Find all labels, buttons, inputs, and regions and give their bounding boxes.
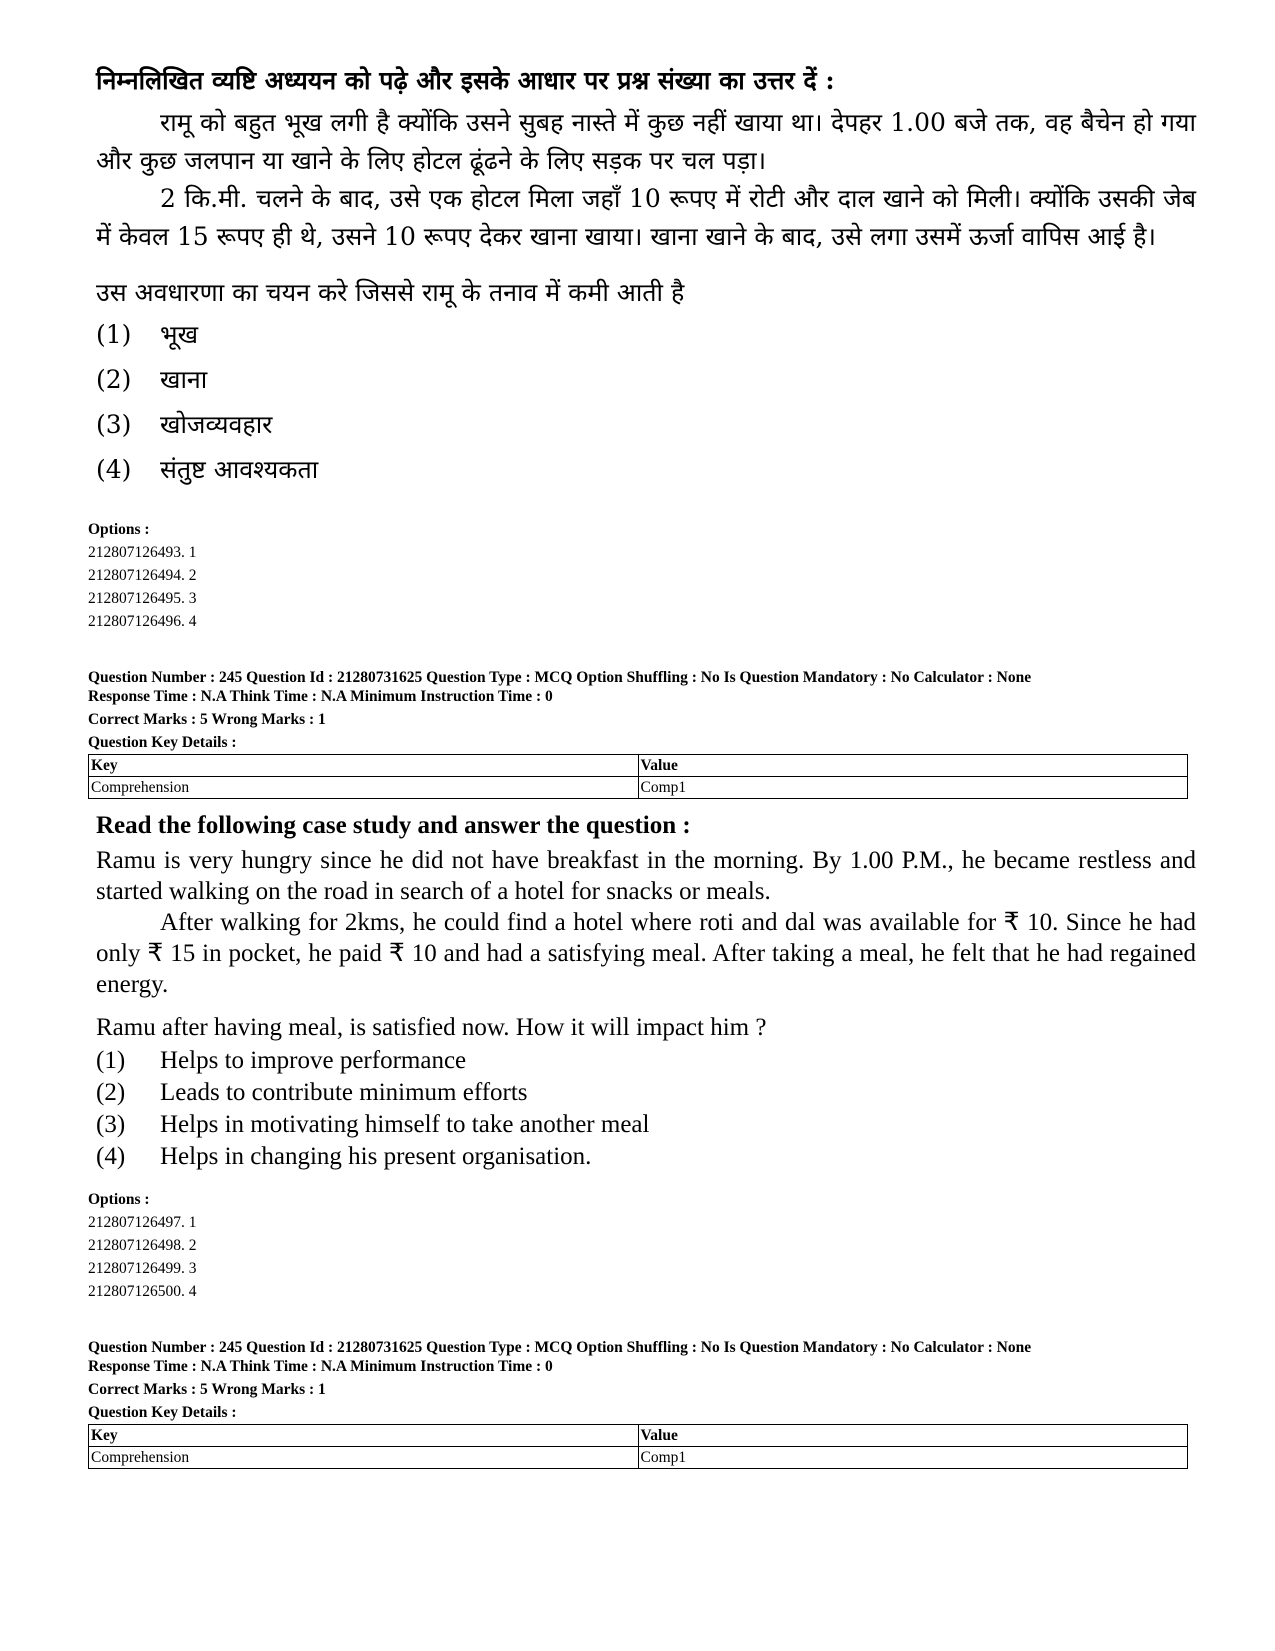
key-details-table	[88, 754, 1188, 799]
question-info-line-1: Question Number : 245 Question Id : 21280731625 Question Type : MCQ Option Shuffling : No Is Question Mandatory : No Calculator : None	[88, 669, 1032, 686]
english-choice-2	[96, 1077, 1196, 1109]
value-header: Value	[638, 755, 1188, 777]
hindi-question-block	[96, 62, 1196, 496]
question-info-line-1: Question Number : 245 Question Id : 21280731625 Question Type : MCQ Option Shuffling : No Is Question Mandatory : No Calculator : None	[88, 1339, 1032, 1356]
option-item: 212807126499. 3	[88, 1260, 197, 1277]
english-choice-4	[96, 1141, 1196, 1173]
question-info-line-2: Response Time : N.A Think Time : N.A Minimum Instruction Time : 0	[88, 688, 553, 705]
choice-text: Leads to contribute minimum efforts	[160, 1079, 528, 1106]
options-block-2	[88, 1188, 1188, 1303]
choice-text: Helps in motivating himself to take another meal	[160, 1111, 650, 1138]
options-block-1	[88, 518, 1188, 633]
choice-text: Helps in changing his present organisation.	[160, 1143, 592, 1170]
hindi-paragraph-1: रामू को बहुत भूख लगी है क्योंकि उसने सुबह नास्ते में कुछ नहीं खाया था। देपहर 1.00 बजे तक, वह बैचेन हो गया और कुछ जलपान या खाने के लिए होटल ढूंढने के लिए सड़क पर चल पड़ा।	[96, 108, 1196, 175]
marks-line: Correct Marks : 5 Wrong Marks : 1	[88, 711, 326, 728]
choice-number: (2)	[96, 365, 132, 394]
marks-line: Correct Marks : 5 Wrong Marks : 1	[88, 1381, 326, 1398]
option-item: 212807126500. 4	[88, 1283, 197, 1300]
question-info-line-2: Response Time : N.A Think Time : N.A Minimum Instruction Time : 0	[88, 1358, 553, 1375]
english-choice-1	[96, 1045, 1196, 1077]
hindi-question-heading: निम्नलिखित व्यष्टि अध्ययन को पढ़े और इसके आधार पर प्रश्न संख्या का उत्तर दें :	[96, 66, 835, 95]
english-paragraph-1: Ramu is very hungry since he did not have breakfast in the morning. By 1.00 P.M., he became restless and started walking on the road in search of a hotel for snacks or meals.	[96, 847, 1196, 905]
option-item: 212807126495. 3	[88, 590, 197, 607]
option-item: 212807126496. 4	[88, 613, 197, 630]
choice-text: Helps to improve performance	[160, 1047, 467, 1074]
english-question-heading: Read the following case study and answer the question :	[96, 812, 691, 839]
key-header: Key	[89, 755, 639, 777]
option-item: 212807126493. 1	[88, 544, 197, 561]
hindi-question-stem: उस अवधारणा का चयन करे जिससे रामू के तनाव में कमी आती है	[96, 278, 685, 307]
options-label: Options :	[88, 521, 150, 538]
table-header-row	[89, 1425, 1188, 1447]
choice-number: (2)	[96, 1079, 126, 1106]
english-paragraph-2: After walking for 2kms, he could find a hotel where roti and dal was available for ₹ 10. Since he had only ₹ 15 in pocket, he paid ₹ 10 and had a satisfying meal. After taking a meal, he felt that he had regained energy.	[96, 909, 1196, 998]
hindi-paragraph-2: 2 कि.मी. चलने के बाद, उसे एक होटल मिला जहाँ 10 रूपए में रोटी और दाल खाने को मिली। क्योंकि उसकी जेब में केवल 15 रूपए ही थे, उसने 10 रूपए देकर खाना खाया। खाना खाने के बाद, उसे लगा उसमें ऊर्जा वापिस आई है।	[96, 184, 1196, 251]
options-label: Options :	[88, 1191, 150, 1208]
english-question-block	[96, 810, 1196, 1173]
question-info-2	[88, 1338, 1188, 1469]
choice-number: (3)	[96, 1111, 126, 1138]
hindi-choice-3	[96, 406, 1196, 451]
key-details-label: Question Key Details :	[88, 734, 237, 751]
table-row	[89, 777, 1188, 799]
choice-text: खोजव्यवहार	[160, 410, 273, 439]
choice-number: (1)	[96, 1047, 126, 1074]
choice-text: खाना	[160, 365, 208, 394]
hindi-choice-4	[96, 451, 1196, 496]
option-item: 212807126498. 2	[88, 1237, 197, 1254]
key-details-table	[88, 1424, 1188, 1469]
option-item: 212807126497. 1	[88, 1214, 197, 1231]
key-cell: Comprehension	[89, 1447, 639, 1469]
choice-number: (3)	[96, 410, 132, 439]
key-header: Key	[89, 1425, 639, 1447]
english-question-stem: Ramu after having meal, is satisfied now. How it will impact him ?	[96, 1014, 767, 1041]
hindi-choice-2	[96, 361, 1196, 406]
hindi-choice-1	[96, 316, 1196, 361]
choice-number: (1)	[96, 320, 132, 349]
key-details-label: Question Key Details :	[88, 1404, 237, 1421]
option-item: 212807126494. 2	[88, 567, 197, 584]
choice-number: (4)	[96, 1143, 126, 1170]
value-header: Value	[638, 1425, 1188, 1447]
value-cell: Comp1	[638, 1447, 1188, 1469]
table-row	[89, 1447, 1188, 1469]
choice-text: संतुष्ट आवश्यकता	[160, 455, 319, 484]
choice-number: (4)	[96, 455, 132, 484]
question-info-1	[88, 668, 1188, 799]
table-header-row	[89, 755, 1188, 777]
key-cell: Comprehension	[89, 777, 639, 799]
choice-text: भूख	[160, 320, 199, 349]
value-cell: Comp1	[638, 777, 1188, 799]
english-choice-3	[96, 1109, 1196, 1141]
